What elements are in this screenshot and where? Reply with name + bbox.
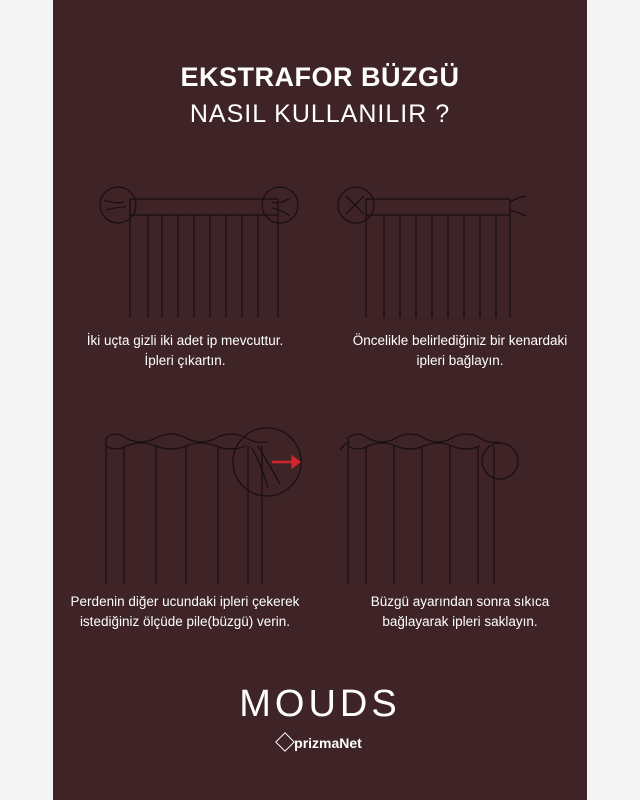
- page-title: EKSTRAFOR BÜZGÜ: [180, 62, 460, 92]
- step3-line1: Perdenin diğer ucundaki ipleri çekerek: [70, 594, 300, 609]
- step2-illustration: [338, 187, 526, 318]
- step2-caption: [315, 331, 605, 371]
- step4-caption: [315, 592, 605, 632]
- step4-line1: Büzgü ayarından sonra sıkıca: [370, 594, 550, 609]
- step3-illustration: [106, 428, 301, 584]
- step2-line2: ipleri bağlayın.: [416, 353, 504, 368]
- brand-sub-text: prizmaNet: [294, 735, 362, 751]
- step2-line1: Öncelikle belirlediğiniz bir kenardaki: [352, 333, 568, 348]
- page-subtitle: NASIL KULLANILIR ?: [189, 100, 451, 128]
- step1-illustration: [100, 187, 298, 318]
- prizmanet-logo-icon: [275, 732, 295, 752]
- step1-line1: İki uçta gizli iki adet ip mevcuttur.: [86, 333, 284, 348]
- step1-caption: [40, 331, 330, 371]
- brand-sublogo: [0, 735, 640, 751]
- step4-line2: bağlayarak ipleri saklayın.: [382, 614, 538, 629]
- step1-line2: İpleri çıkartın.: [144, 353, 226, 368]
- step3-line2: istediğiniz ölçüde pile(büzgü) verin.: [79, 614, 291, 629]
- step3-caption: [40, 592, 330, 632]
- brand-logo: MOUDS: [239, 683, 401, 725]
- step4-illustration: [340, 434, 518, 584]
